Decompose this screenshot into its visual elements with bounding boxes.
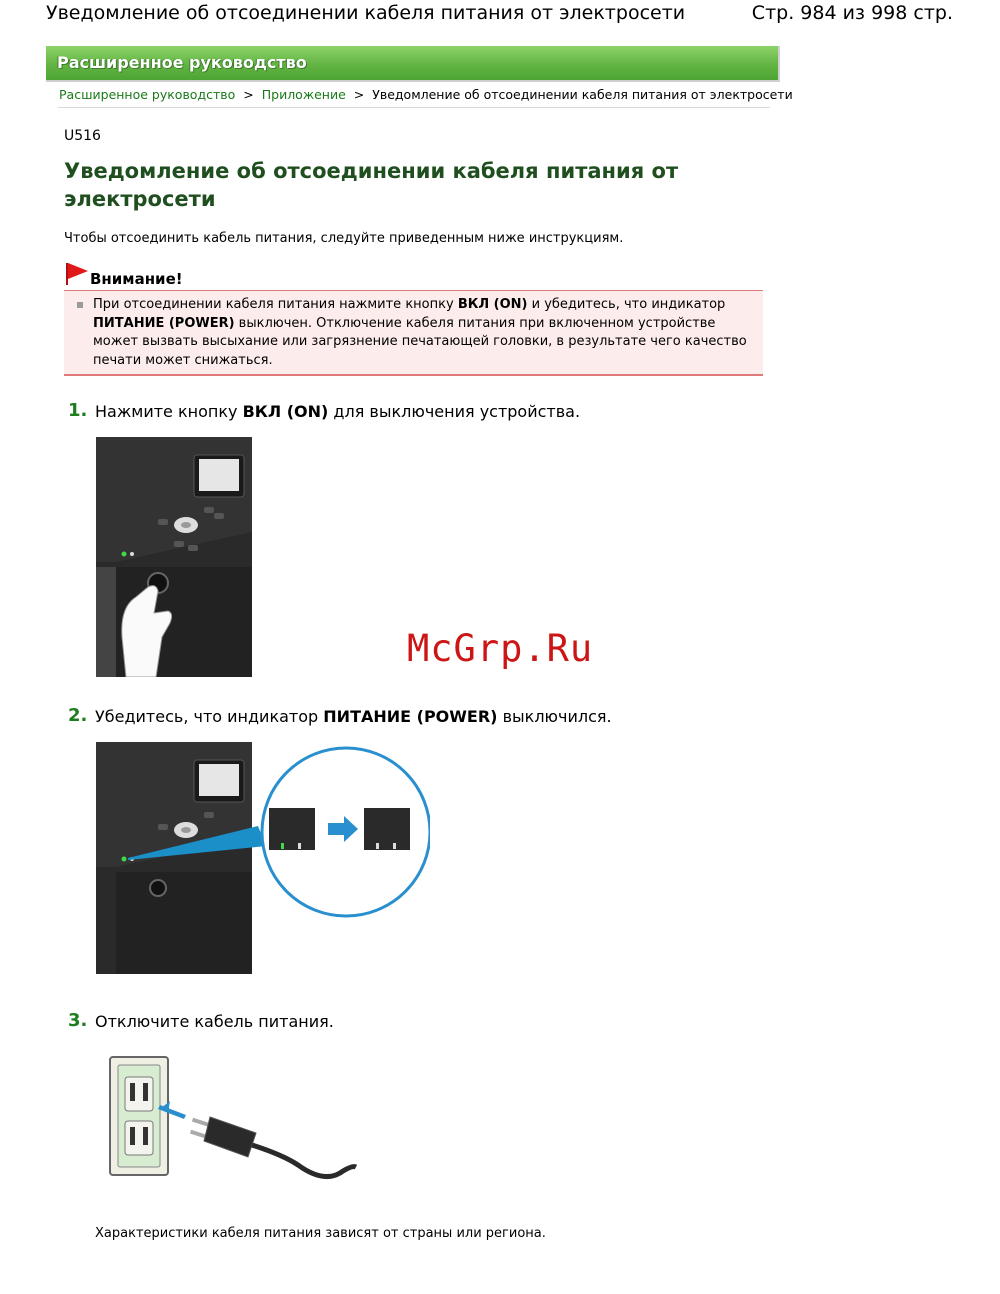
topic-code: U516 [64, 128, 101, 144]
breadcrumb-link-guide[interactable]: Расширенное руководство [59, 87, 236, 102]
page-counter: Стр. 984 из 998 стр. [751, 2, 953, 24]
watermark: McGrp.Ru [407, 627, 594, 670]
power-indicator-illustration [96, 742, 430, 974]
step-1-text: Нажмите кнопку ВКЛ (ON) для выключения устройства. [95, 402, 581, 421]
step-number: 1. [68, 400, 88, 421]
step-1 [68, 400, 87, 421]
step-2 [68, 705, 87, 726]
printer-power-button-illustration [96, 437, 252, 677]
section-banner [46, 46, 780, 82]
unplug-cable-illustration [108, 1055, 362, 1190]
page-title: Уведомление об отсоединении кабеля питания от электросети [64, 159, 679, 211]
step-number: 3. [68, 1010, 88, 1031]
step-3-text: Отключите кабель питания. [95, 1012, 334, 1031]
step-3 [68, 1010, 87, 1031]
notice-text: При отсоединении кабеля питания нажмите кнопку ВКЛ (ON) и убедитесь, что индикатор ПИТАНИЕ (POWER) выключен. Отключение кабеля питания при включенном устройстве может вызвать высыхание или загрязнение печатающей головки, в результате чего качество печати может снижаться. [93, 297, 747, 368]
notice-box [64, 290, 763, 376]
breadcrumb-link-appendix[interactable]: Приложение [261, 87, 346, 102]
page-header-title: Уведомление об отсоединении кабеля питания от электросети [46, 2, 686, 24]
intro-text: Чтобы отсоединить кабель питания, следуйте приведенным ниже инструкциям. [64, 231, 624, 246]
banner-label: Расширенное руководство [57, 53, 307, 72]
bullet-icon [77, 302, 83, 308]
notice-label: Внимание! [90, 270, 183, 288]
breadcrumb-divider [58, 107, 770, 108]
breadcrumb-separator: > [243, 87, 254, 102]
step-2-text: Убедитесь, что индикатор ПИТАНИЕ (POWER) выключился. [95, 707, 612, 726]
breadcrumb [59, 87, 793, 102]
breadcrumb-separator: > [353, 87, 365, 102]
breadcrumb-current: Уведомление об отсоединении кабеля питания от электросети [372, 87, 793, 102]
step-number: 2. [68, 705, 88, 726]
red-flag-icon [66, 262, 90, 286]
caption: Характеристики кабеля питания зависят от страны или региона. [95, 1226, 546, 1241]
